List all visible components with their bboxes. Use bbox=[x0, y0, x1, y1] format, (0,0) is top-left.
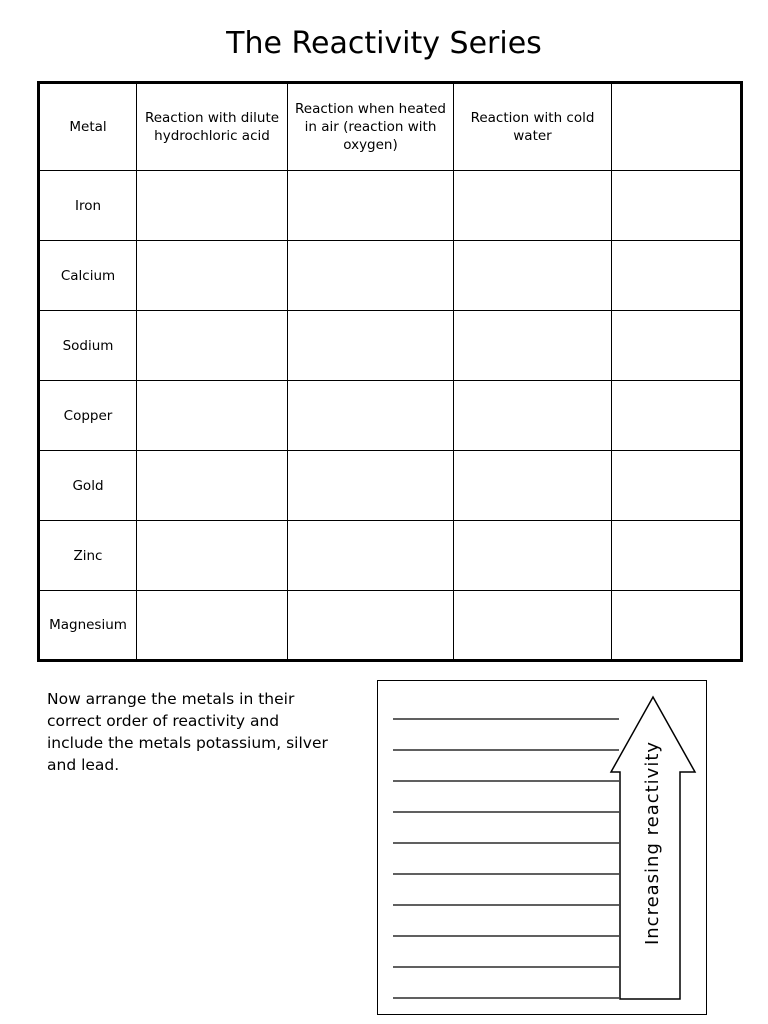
answer-cell[interactable] bbox=[288, 451, 454, 521]
answer-cell[interactable] bbox=[454, 311, 612, 381]
header-heated-in-air: Reaction when heated in air (reaction with oxygen) bbox=[288, 83, 454, 171]
answer-cell[interactable] bbox=[454, 381, 612, 451]
answer-cell[interactable] bbox=[454, 591, 612, 661]
answer-cell[interactable] bbox=[137, 591, 288, 661]
answer-cell[interactable] bbox=[454, 521, 612, 591]
header-hydrochloric-acid: Reaction with dilute hydrochloric acid bbox=[137, 83, 288, 171]
metal-name: Zinc bbox=[39, 521, 137, 591]
answer-cell[interactable] bbox=[288, 381, 454, 451]
answer-cell[interactable] bbox=[612, 521, 742, 591]
answer-cell[interactable] bbox=[454, 451, 612, 521]
answer-cell[interactable] bbox=[137, 311, 288, 381]
table-row bbox=[39, 591, 742, 661]
table-row bbox=[39, 381, 742, 451]
answer-cell[interactable] bbox=[288, 521, 454, 591]
metal-name: Magnesium bbox=[39, 591, 137, 661]
answer-cell[interactable] bbox=[288, 171, 454, 241]
answer-cell[interactable] bbox=[137, 521, 288, 591]
table-row bbox=[39, 241, 742, 311]
table-row bbox=[39, 171, 742, 241]
answer-cell[interactable] bbox=[288, 591, 454, 661]
answer-cell[interactable] bbox=[612, 311, 742, 381]
instructions-text: Now arrange the metals in their correct order of reactivity and include the metals potassium, silver and lead. bbox=[47, 690, 328, 774]
answer-cell[interactable] bbox=[137, 241, 288, 311]
header-blank bbox=[612, 83, 742, 171]
metal-name: Calcium bbox=[39, 241, 137, 311]
metal-name: Iron bbox=[39, 171, 137, 241]
answer-cell[interactable] bbox=[454, 241, 612, 311]
answer-cell[interactable] bbox=[137, 381, 288, 451]
answer-cell[interactable] bbox=[612, 241, 742, 311]
table-row bbox=[39, 311, 742, 381]
header-metal: Metal bbox=[39, 83, 137, 171]
ordering-lines bbox=[393, 719, 619, 998]
reactivity-table bbox=[37, 81, 743, 662]
answer-cell[interactable] bbox=[288, 311, 454, 381]
metal-name: Gold bbox=[39, 451, 137, 521]
table-header-row bbox=[39, 83, 742, 171]
metal-name: Sodium bbox=[39, 311, 137, 381]
page-title: The Reactivity Series bbox=[226, 26, 542, 61]
header-cold-water: Reaction with cold water bbox=[454, 83, 612, 171]
answer-cell[interactable] bbox=[137, 451, 288, 521]
answer-cell[interactable] bbox=[288, 241, 454, 311]
answer-cell[interactable] bbox=[454, 171, 612, 241]
answer-cell[interactable] bbox=[612, 171, 742, 241]
table-row bbox=[39, 451, 742, 521]
metal-name: Copper bbox=[39, 381, 137, 451]
answer-cell[interactable] bbox=[137, 171, 288, 241]
answer-cell[interactable] bbox=[612, 381, 742, 451]
table-row bbox=[39, 521, 742, 591]
increasing-reactivity-label: Increasing reactivity bbox=[642, 740, 663, 946]
answer-cell[interactable] bbox=[612, 591, 742, 661]
answer-cell[interactable] bbox=[612, 451, 742, 521]
